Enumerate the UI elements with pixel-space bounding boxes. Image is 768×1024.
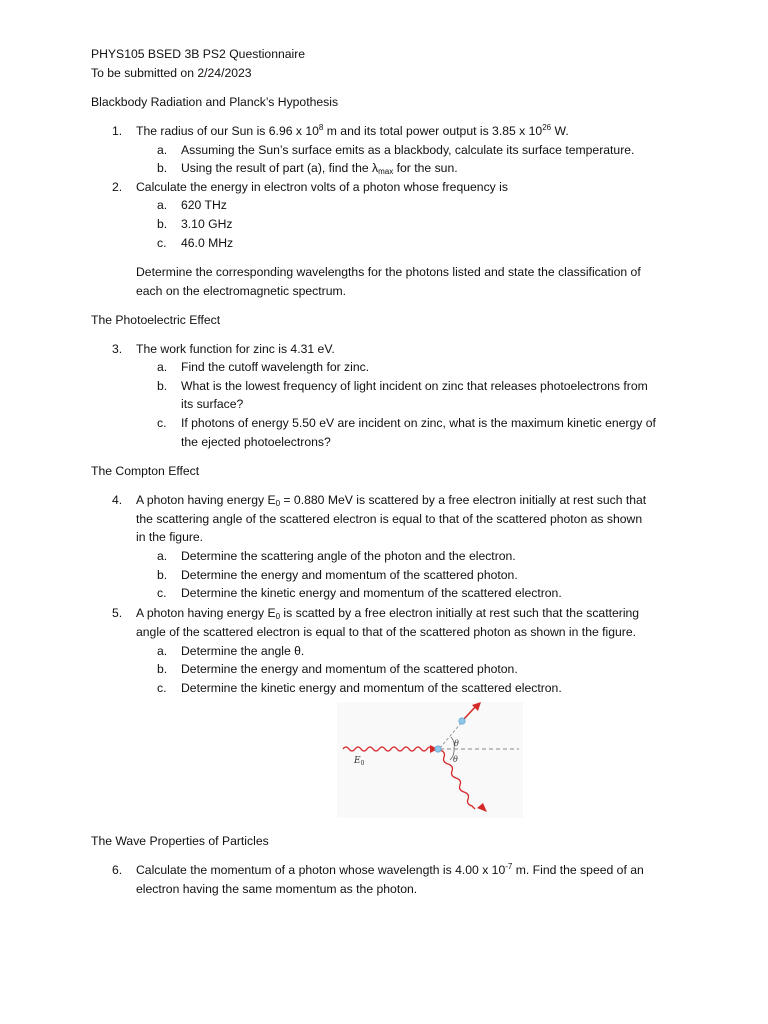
subitem-label: a. [157,143,168,157]
subitem-label: c. [157,681,167,695]
question-1a [0,142,768,158]
question-5c [0,680,768,696]
question-3a [0,359,768,375]
question-number: 4. [112,493,123,507]
question-4-line3: in the figure. [136,530,204,544]
question-text: The radius of our Sun is 6.96 x $10^8$ m and its total power output is 3.85 x $10^{26}$ W. [136,123,569,138]
subitem-label: a. [157,360,168,374]
incident-photon-wave [343,747,438,751]
question-5a [0,643,768,659]
question-number: 3. [112,342,123,356]
subitem-text: Determine the kinetic energy and momentum of the scattered electron. [181,586,562,600]
due-date: To be submitted on 2/24/2023 [91,66,252,80]
question-5b [0,661,768,677]
question-number: 6. [112,863,123,877]
question-1b [0,160,768,176]
question-4b [0,567,768,583]
question-3 [0,341,768,357]
subitem-text: Determine the energy and momentum of the scattered photon. [181,568,518,582]
question-6-line2: electron having the same momentum as the photon. [136,882,418,896]
question-2-followup-line2: each on the electromagnetic spectrum. [136,284,347,298]
question-2b [0,216,768,232]
section-heading-wave-properties: The Wave Properties of Particles [91,834,269,848]
subitem-text: Determine the scattering angle of the photon and the electron. [181,549,516,563]
document-title: PHYS105 BSED 3B PS2 Questionnaire [91,47,306,61]
section-heading-blackbody: Blackbody Radiation and Planck’s Hypothesis [91,95,339,109]
compton-scattering-figure [337,702,523,818]
question-text: Calculate the momentum of a photon whose wavelength is 4.00 x $10^{-7}$ m. Find the speed of an [136,862,644,877]
subitem-text: Determine the energy and momentum of the scattered photon. [181,662,518,676]
subitem-text: Using the result of part (a), find the $\lambda_{max}$ for the sun. [181,161,458,176]
subitem-label: b. [157,379,168,393]
subitem-label: a. [157,644,168,658]
subitem-label: a. [157,198,168,212]
scattered-photon-arrowhead [477,803,487,812]
question-4c [0,585,768,601]
compton-diagram [337,702,523,818]
question-text: A photon having energy $E_0$ is scatted by a free electron initially at rest such that the scattering [136,606,640,621]
question-4a [0,548,768,564]
question-2c [0,235,768,251]
question-2a [0,197,768,213]
subitem-label: a. [157,549,168,563]
section-heading-photoelectric: The Photoelectric Effect [91,313,221,327]
subitem-text: If photons of energy 5.50 eV are incident on zinc, what is the maximum kinetic energy of [181,416,656,430]
subitem-text: Find the cutoff wavelength for zinc. [181,360,370,374]
question-6 [0,862,768,878]
question-number: 5. [112,606,123,620]
subitem-label: b. [157,161,168,175]
subitem-label: c. [157,236,167,250]
question-4 [0,492,768,508]
question-1 [0,123,768,139]
question-number: 2. [112,180,123,194]
e0-label: $E_0$ [354,756,365,767]
subitem-text: 3.10 GHz [181,217,233,231]
subitem-label: c. [157,416,167,430]
question-3c [0,415,768,431]
subitem-text: What is the lowest frequency of light incident on zinc that releases photoelectrons from [181,379,648,393]
question-2 [0,179,768,195]
question-2-followup-line1: Determine the corresponding wavelengths for the photons listed and state the classification of [136,265,641,279]
electron-at-rest [435,746,441,752]
subitem-text: 620 THz [181,198,227,212]
scattered-electron [459,718,465,724]
subitem-label: b. [157,568,168,582]
question-5 [0,605,768,621]
subitem-text: Assuming the Sun’s surface emits as a blackbody, calculate its surface temperature. [181,143,635,157]
question-3b [0,378,768,394]
question-3b-continued: its surface? [181,397,244,411]
subitem-label: b. [157,217,168,231]
subitem-text: Determine the kinetic energy and momentum of the scattered electron. [181,681,562,695]
subitem-label: c. [157,586,167,600]
theta-lower-label: θ [453,755,458,764]
question-text: The work function for zinc is 4.31 eV. [136,342,335,356]
question-number: 1. [112,124,123,138]
question-4-line2: the scattering angle of the scattered electron is equal to that of the scattered photon as shown [136,512,643,526]
section-heading-compton: The Compton Effect [91,464,200,478]
question-5-line2: angle of the scattered electron is equal to that of the scattered photon as shown in the figure. [136,625,637,639]
subitem-text: 46.0 MHz [181,236,234,250]
question-text: Calculate the energy in electron volts of a photon whose frequency is [136,180,508,194]
subitem-text: Determine the angle θ. [181,644,305,658]
question-text: A photon having energy $E_0 = 0.880$ MeV is scattered by a free electron initially at rest such that [136,493,647,508]
theta-upper-label: θ [454,739,459,748]
subitem-label: b. [157,662,168,676]
question-3c-continued: the ejected photoelectrons? [181,435,331,449]
